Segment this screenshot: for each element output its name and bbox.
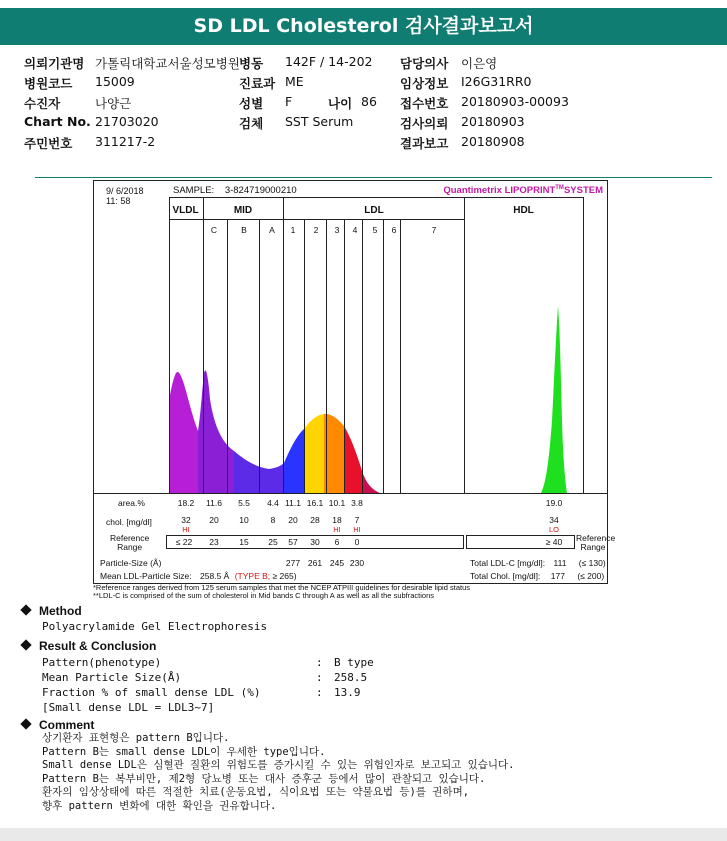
chol-1: 20 (288, 515, 298, 525)
ref-2: 30 (310, 537, 320, 547)
specimen-label: 검체 (239, 116, 264, 131)
result-label: 결과보고 (400, 136, 449, 151)
mean-size-value: 258.5 Å (200, 571, 230, 581)
comment-heading (22, 718, 94, 732)
chol-2: 28 (310, 515, 320, 525)
doctor-value: 이은영 (461, 56, 498, 71)
area-3: 10.1 (328, 498, 346, 508)
receipt-value: 20180903-00093 (461, 94, 569, 109)
area-4: 3.8 (351, 498, 363, 508)
divider-c-b (227, 219, 228, 493)
comment-line: 향후 pattern 변화에 대한 확인을 권유합니다. (42, 799, 277, 812)
total-chol-value: 177 (550, 571, 565, 581)
chol-hdl: 34 (549, 515, 559, 525)
ref-c: 23 (209, 537, 219, 547)
area-label: area.% (118, 498, 145, 508)
subband-5: 5 (372, 225, 378, 235)
chol-label: chol. [mg/dl] (106, 517, 152, 527)
divider-vldl-start (169, 197, 170, 493)
sex-value: F (285, 94, 293, 109)
divider-4-5 (362, 219, 363, 493)
chol-c: 20 (209, 515, 219, 525)
band-mid: MID (233, 205, 253, 216)
comment-line: Pattern B는 복부비만, 제2형 당뇨병 또는 대사 증후군 등에서 많이 관찰되고 있습니다. (42, 772, 486, 785)
footer-bar (0, 828, 727, 841)
chol-vldl: 32 (181, 515, 191, 525)
examinee-value: 나양근 (95, 96, 132, 111)
sample-label: SAMPLE: (173, 185, 215, 196)
flag-3: HI (333, 525, 341, 534)
id-label: 주민번호 (24, 136, 73, 151)
sex-label: 성별 (239, 96, 264, 111)
chol-b: 10 (239, 515, 249, 525)
comment-title: Comment (39, 718, 95, 732)
particle-label: Particle-Size (Å) (100, 558, 162, 568)
subband-6: 6 (391, 225, 397, 235)
reference-label-right-1: Reference (576, 533, 616, 543)
divider-b-a (259, 219, 260, 493)
small-dense-note: [Small dense LDL = LDL3~7] (42, 701, 215, 714)
size-value: 258.5 (334, 671, 368, 684)
diamond-bullet-icon (20, 604, 31, 615)
ldl-3 (324, 414, 344, 493)
total-ldl-ref: (≤ 130) (578, 558, 606, 568)
chol-a: 8 (270, 515, 276, 525)
age-value: 86 (361, 94, 377, 109)
result-heading (22, 639, 156, 653)
divider-ldl-hdl (464, 197, 465, 493)
mean-ref: ≥ 265) (272, 571, 297, 581)
mean-size-label: Mean LDL-Particle Size: (100, 571, 192, 581)
institution-label: 의뢰기관명 (24, 56, 85, 71)
ref-b: 15 (239, 537, 249, 547)
sample-number: 3-824719000210 (224, 185, 297, 196)
divider-vldl-mid (203, 197, 204, 493)
brand-suffix: SYSTEM (563, 185, 603, 197)
request-date: 20180903 (461, 114, 525, 129)
flag-4: HI (353, 525, 361, 534)
ward-value: 142F / 14-202 (285, 54, 373, 69)
section-divider (35, 177, 712, 178)
ref-a: 25 (268, 537, 278, 547)
size-colon: : (316, 671, 323, 684)
subband-a: A (269, 225, 275, 235)
mean-size (100, 571, 297, 581)
subband-2: 2 (313, 225, 319, 235)
fraction-value: 13.9 (334, 686, 361, 699)
reference-label-2: Range (117, 542, 143, 552)
mean-type: (TYPE B; (234, 571, 271, 581)
ldl-1 (284, 429, 304, 493)
total-chol (470, 571, 604, 581)
pattern-label: Pattern(phenotype) (42, 656, 162, 669)
doctor-label: 담당의사 (400, 56, 449, 71)
reference-label-right (576, 533, 616, 552)
pattern-colon: : (316, 656, 323, 669)
reference-label-right-2: Range (580, 542, 606, 552)
department-value: ME (285, 74, 304, 89)
footnote-2: **LDL-C is comprised of the sum of cholesterol in Mid bands C through A as well as all the subfractions (93, 591, 435, 600)
lipoprint-report (93, 180, 616, 584)
total-chol-ref: (≤ 200) (577, 571, 605, 581)
diamond-bullet-icon (20, 718, 31, 729)
comment-body (42, 732, 514, 813)
particle-2: 261 (307, 558, 323, 568)
fraction-colon: : (316, 686, 323, 699)
examinee-label: 수진자 (24, 96, 61, 111)
ldl-2 (304, 414, 324, 493)
comment-line: 상기환자 표현형은 pattern B입니다. (42, 732, 230, 744)
result-date: 20180908 (461, 134, 525, 149)
clinical-value: I26G31RR0 (461, 74, 532, 89)
report-title-bar (0, 8, 727, 45)
divider-6-7 (400, 219, 401, 493)
particle-1: 277 (285, 558, 301, 568)
band-vldl: VLDL (172, 205, 199, 216)
subband-4: 4 (352, 225, 358, 235)
band-ldl: LDL (364, 205, 384, 216)
subband-b: B (241, 225, 247, 235)
plot-baseline (94, 493, 607, 494)
total-chol-label: Total Chol. [mg/dl]: (470, 571, 541, 581)
report-title: SD LDL Cholesterol 검사결과보고서 (193, 15, 534, 37)
ref-1: 57 (288, 537, 298, 547)
total-ldl-value: 111 (553, 558, 567, 568)
total-ldl (470, 558, 606, 568)
divider-3-4 (344, 219, 345, 493)
chart-label: Chart No. (24, 114, 91, 129)
subband-c: C (210, 225, 218, 235)
diamond-bullet-icon (20, 639, 31, 650)
footnote-1: *Reference ranges derived from 125 serum samples that met the NCEP ATPIII guidelines for desirable lipid status (93, 583, 470, 592)
method-text: Polyacrylamide Gel Electrophoresis (42, 620, 268, 633)
area-a: 4.4 (267, 498, 279, 508)
area-c: 11.6 (206, 498, 222, 508)
subband-1: 1 (290, 225, 296, 235)
subband-7: 7 (431, 225, 437, 235)
ref-3: 6 (334, 537, 340, 547)
area-2: 16.1 (306, 498, 324, 508)
hospital-code-value: 15009 (95, 74, 135, 89)
ref-vldl: ≤ 22 (175, 537, 193, 547)
institution-value: 가톨릭대학교서울성모병원 (95, 56, 240, 71)
total-ldl-label: Total LDL-C [mg/dl]: (470, 558, 546, 568)
comment-line: Small dense LDL은 심혈관 질환의 위험도를 증가시킬 수 있는 위험인자로 보고되고 있습니다. (42, 759, 515, 771)
request-label: 검사의뢰 (400, 116, 449, 131)
ldl-4 (344, 426, 362, 493)
area-vldl: 18.2 (177, 498, 195, 508)
brand-name: Quantimetrix LIPOPRINT (443, 185, 556, 197)
subband-3: 3 (334, 225, 340, 235)
receipt-label: 접수번호 (400, 96, 449, 111)
chart-value: 21703020 (95, 114, 159, 129)
divider-end (583, 197, 584, 493)
area-b: 5.5 (238, 498, 250, 508)
chol-4: 7 (354, 515, 360, 525)
specimen-value: SST Serum (285, 114, 354, 129)
report-time: 11: 58 (106, 196, 131, 206)
comment-line: Pattern B는 small dense LDL이 우세한 type입니다. (42, 745, 326, 758)
reference-label (110, 534, 149, 552)
hdl-peak (541, 306, 567, 493)
area-1: 11.1 (285, 498, 301, 508)
brand-tm: TM (555, 185, 564, 191)
report-footnotes (93, 584, 470, 600)
method-heading (22, 604, 82, 618)
ref-4: 0 (354, 537, 360, 547)
ldl-tail (362, 471, 380, 493)
ward-label: 병동 (239, 56, 264, 71)
hospital-code-label: 병원코드 (24, 76, 73, 91)
band-hdl: HDL (513, 205, 534, 216)
ref-hdl: ≥ 40 (545, 537, 563, 547)
flag-vldl: HI (182, 525, 190, 534)
area-hdl: 19.0 (545, 498, 563, 508)
id-value: 311217-2 (95, 134, 156, 149)
report-date: 9/ 6/2018 (106, 186, 144, 196)
age-label: 나이 (328, 96, 353, 111)
method-title: Method (39, 604, 82, 618)
result-title: Result & Conclusion (39, 639, 157, 653)
clinical-label: 임상정보 (400, 76, 449, 91)
subband-line (169, 219, 464, 220)
size-label: Mean Particle Size(Å) (42, 671, 182, 684)
comment-line: 환자의 임상상태에 따른 적절한 치료(운동요법, 식이요법 또는 약물요법 등)를 권하며, (42, 786, 470, 798)
fraction-label: Fraction % of small dense LDL (%) (42, 686, 261, 699)
chol-3: 18 (332, 515, 342, 525)
pattern-value: B type (334, 656, 374, 669)
particle-4: 230 (349, 558, 365, 568)
reference-label-1: Reference (110, 533, 150, 543)
flag-hdl: LO (548, 525, 559, 534)
divider-1-2 (304, 219, 305, 493)
mid-valley (234, 451, 286, 493)
divider-2-3 (326, 219, 327, 493)
department-label: 진료과 (239, 76, 276, 91)
divider-mid-ldl (283, 197, 284, 493)
divider-5-6 (383, 219, 384, 493)
particle-3: 245 (329, 558, 345, 568)
